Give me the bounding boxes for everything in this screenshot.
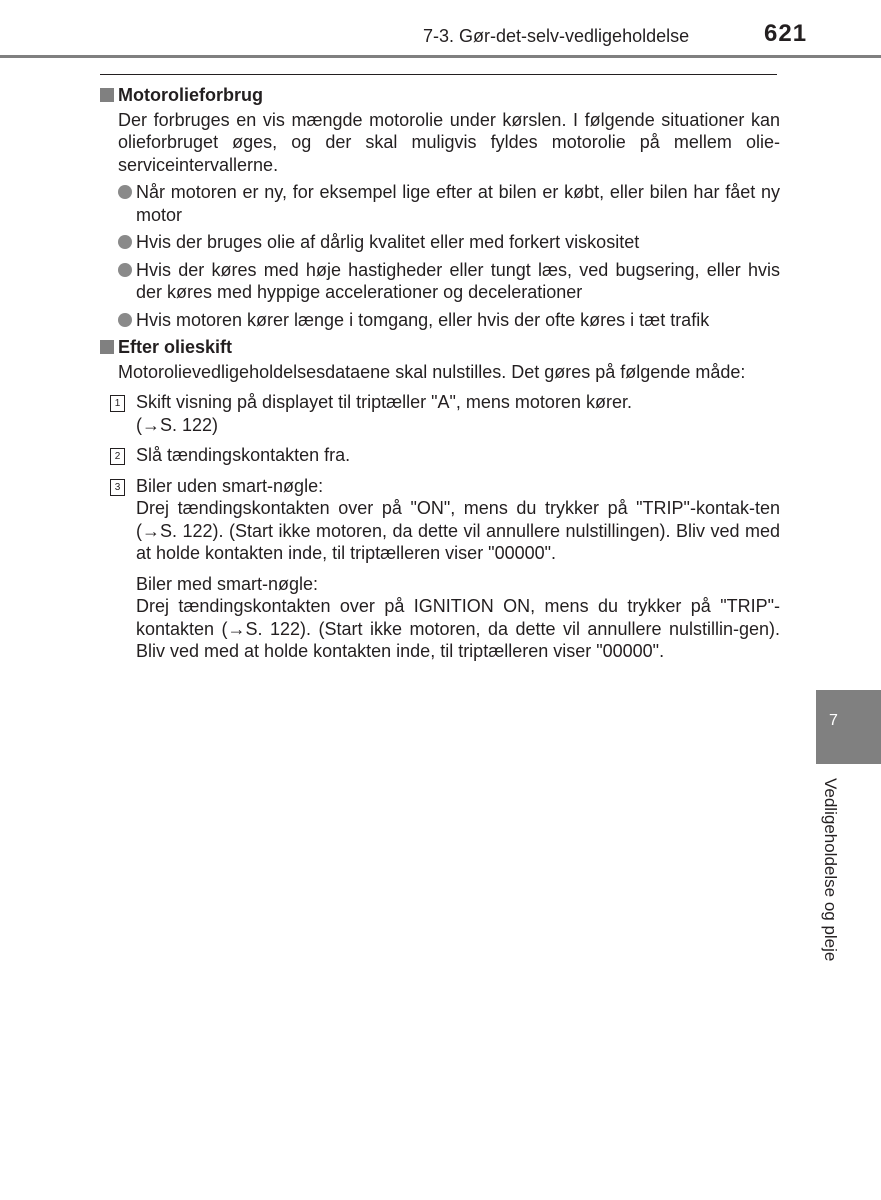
circle-bullet-icon — [118, 185, 132, 199]
list-item — [118, 259, 780, 304]
variant-text: Drej tændingskontakten over på IGNITION ON, mens du trykker på "TRIP"-kontakten (→S. 122). (Start ikke motoren, da dette vil annullere nulstillin-gen). Bliv ved med at holde kontakten inde, til triptælleren viser "00000". — [136, 596, 780, 661]
page-number: 621 — [764, 20, 808, 47]
list-item-text: Når motoren er ny, for eksempel lige efter at bilen er købt, eller bilen har fået ny motor — [136, 182, 780, 225]
chapter-tab-number: 7 — [829, 712, 838, 729]
section-paragraph: Der forbruges en vis mængde motorolie under kørslen. I følgende situationer kan olieforbruget øges, og der skal muligvis fyldes motorolie på mellem olie-serviceintervallerne. — [118, 109, 780, 175]
heading-text: Efter olieskift — [118, 337, 233, 357]
step-item — [110, 475, 780, 663]
step-number: 1 — [110, 395, 125, 412]
circle-bullet-icon — [118, 235, 132, 249]
step-item — [110, 444, 780, 467]
chapter-tab-label: Vedligeholdelse og pleje — [821, 778, 840, 962]
step-text — [136, 475, 780, 663]
section-paragraph: Motorolievedligeholdelsesdataene skal nulstilles. Det gøres på følgende måde: — [118, 361, 746, 382]
circle-bullet-icon — [118, 263, 132, 277]
list-item — [118, 309, 780, 332]
square-bullet-icon — [100, 88, 114, 102]
step-reference: (→S. 122) — [136, 414, 219, 435]
variant-title: Biler uden smart-nøgle: — [136, 475, 324, 496]
list-item — [118, 231, 780, 254]
step-number: 3 — [110, 479, 125, 496]
variant-text: Drej tændingskontakten over på "ON", mens du trykker på "TRIP"-kontak-ten (→S. 122). (Start ikke motoren, da dette vil annullere nulstillingen). Bliv ved med at holde kontakten inde, til triptælleren viser "00000". — [136, 498, 780, 563]
section-divider — [100, 74, 777, 75]
section-heading — [100, 336, 780, 359]
heading-text: Motorolieforbrug — [118, 85, 263, 105]
page-content — [100, 84, 780, 663]
list-item-text: Hvis der bruges olie af dårlig kvalitet eller med forkert viskositet — [136, 232, 640, 252]
chapter-title: 7-3. Gør-det-selv-vedligeholdelse — [423, 26, 690, 46]
list-item — [118, 181, 780, 226]
section-heading — [100, 84, 780, 107]
variant-title: Biler med smart-nøgle: — [136, 573, 319, 594]
step-number: 2 — [110, 448, 125, 465]
step-line: Slå tændingskontakten fra. — [136, 445, 351, 465]
list-item-text: Hvis motoren kører længe i tomgang, eller hvis der ofte køres i tæt trafik — [136, 309, 710, 330]
step-text — [136, 444, 780, 467]
list-item-text: Hvis der køres med høje hastigheder eller tungt læs, ved bugsering, eller hvis der køres med hyppige accelerationer og decelerationer — [136, 259, 780, 302]
step-line: Skift visning på displayet til triptæller "A", mens motoren kører. — [136, 392, 632, 412]
chapter-tab — [816, 690, 881, 764]
circle-bullet-icon — [118, 313, 132, 327]
step-item — [110, 391, 780, 436]
step-text — [136, 391, 780, 436]
square-bullet-icon — [100, 340, 114, 354]
header-divider — [0, 55, 881, 58]
